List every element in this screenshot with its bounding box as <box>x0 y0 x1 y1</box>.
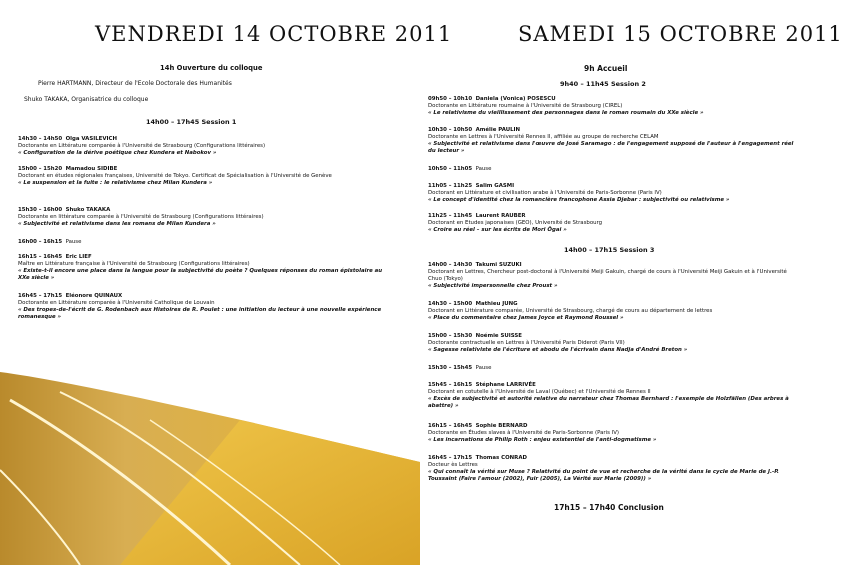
program-item <box>18 239 390 246</box>
program-item <box>428 127 794 155</box>
item-affiliation: Doctorant en cotutelle à l'Université de Laval (Québec) et l'Université de Rennes II <box>428 389 651 395</box>
item-name: Takumi SUZUKI <box>475 262 522 268</box>
program-item <box>18 293 390 321</box>
item-time: 10h50 – 11h05 <box>428 166 473 172</box>
item-talk: « Subjectivité et relativisme dans l'œuvre de José Saramago : de l'engagement supposé de l'auteur à l'engagement réel du lecteur » <box>428 141 794 154</box>
item-talk: « Le suspension et la fuite : le relativisme chez Milan Kundera » <box>18 180 213 186</box>
item-affiliation: Doctorante en Littérature comparée à l'Université Catholique de Louvain <box>18 300 215 306</box>
session-3-heading: 14h00 – 17h15 Session 3 <box>564 246 655 254</box>
item-time: 16h45 – 17h15 <box>18 293 63 299</box>
item-time: 16h15 – 16h45 <box>428 423 473 429</box>
item-time: 14h30 – 15h00 <box>428 301 473 307</box>
program-item <box>428 213 794 234</box>
item-talk: « Des tropes-de-l'écrit de G. Rodenbach aux Histoires de R. Poulet : une initiation du lecteur à une nouvelle expérience romanesque » <box>18 307 382 320</box>
item-affiliation: Doctorante en Études slaves à l'Université de Paris-Sorbonne (Paris IV) <box>428 430 619 436</box>
item-time: 15h00 – 15h30 <box>428 333 473 339</box>
item-name: Olga VASILEVICH <box>65 136 118 142</box>
item-talk: « Subjectivité impersonnelle chez Proust » <box>428 283 558 289</box>
item-name: Thomas CONRAD <box>475 455 527 461</box>
item-time: 11h05 – 11h25 <box>428 183 473 189</box>
opening-speaker-2: Shuko TAKAKA, Organisatrice du colloque <box>24 96 149 103</box>
item-time: 14h30 – 14h50 <box>18 136 63 142</box>
item-name: Amélie PAULIN <box>475 127 521 133</box>
item-time: 15h00 – 15h20 <box>18 166 63 172</box>
item-name: Noémie SUISSE <box>475 333 522 339</box>
item-name: Pause <box>475 365 492 371</box>
item-affiliation: Docteur ès Lettres <box>428 462 478 468</box>
item-name: Mathieu JUNG <box>475 301 518 307</box>
session-2-heading: 9h40 – 11h45 Session 2 <box>560 80 646 88</box>
program-item <box>18 207 390 228</box>
item-affiliation: Doctorant en études régionales françaises, Université de Tokyo. Certificat de Spécialisation à l'Université de Genève <box>18 173 332 179</box>
item-affiliation: Doctorante en Lettres à l'Université Rennes II, affiliée au groupe de recherche CELAM <box>428 134 659 140</box>
item-time: 15h30 – 15h45 <box>428 365 473 371</box>
item-name: Daniela (Vonica) POSESCU <box>475 96 556 102</box>
item-talk: « Excès de subjectivité et autorité relative du narrateur chez Thomas Bernhard : l'exemple de Holzfällen (Des arbres à abattre) » <box>428 396 789 409</box>
item-talk: « Configuration de la dérive poétique chez Kundera et Nabokov » <box>18 150 217 156</box>
item-affiliation: Doctorante en Littérature comparée à l'Université de Strasbourg (Configurations littéraires) <box>18 143 266 149</box>
opening-heading: 14h Ouverture du colloque <box>160 64 263 72</box>
item-affiliation: Doctorant en Littérature et civilisation arabe à l'Université de Paris-Sorbonne (Paris IV) <box>428 190 662 196</box>
program-item <box>18 136 390 157</box>
item-time: 16h45 – 17h15 <box>428 455 473 461</box>
item-talk: « Le relativisme du vieillissement des personnages dans le roman roumain du XXe siècle » <box>428 110 704 116</box>
item-affiliation: Doctorant en Littérature comparée, Université de Strasbourg, chargé de cours au département de lettres <box>428 308 713 314</box>
item-time: 14h00 – 14h30 <box>428 262 473 268</box>
item-talk: « Croire au réel – sur les écrits de Mori Ōgai » <box>428 227 567 233</box>
item-affiliation: Doctorant en Lettres, Chercheur post-doctoral à l'Université Meiji Gakuin, chargé de cours à l'Université Meiji Gakuin et à l'Université Chuo (Tokyo) <box>428 269 787 282</box>
item-time: 16h15 – 16h45 <box>18 254 63 260</box>
item-name: Eléonore QUINAUX <box>65 293 123 299</box>
item-affiliation: Maître en Littérature française à l'Université de Strasbourg (Configurations littéraires) <box>18 261 250 267</box>
welcome-heading: 9h Accueil <box>584 64 628 73</box>
program-item <box>428 455 794 483</box>
item-talk: « Les incarnations de Philip Roth : enjeu existentiel de l'anti-dogmatisme » <box>428 437 657 443</box>
program-item <box>428 262 794 290</box>
item-talk: « Qui connaît la vérité sur Muse ? Relativité du point de vue et recherche de la vérité dans le cycle de Marie de J.-P. Toussaint (Faire l'amour (2002), Fuir (2005), La Vérité sur Marie (2009)) » <box>428 469 779 482</box>
program-item <box>428 166 794 173</box>
program-item <box>428 301 794 322</box>
friday-title: VENDREDI 14 OCTOBRE 2011 <box>95 22 453 46</box>
item-time: 15h45 – 16h15 <box>428 382 473 388</box>
item-talk: « Existe-t-il encore une place dans la langue pour la subjectivité du poète ? Quelques réponses du roman épistolaire au XXe siècle » <box>18 268 383 281</box>
item-talk: « Sagesse relativiste de l'écriture et abodu de l'écrivain dans Nadja d'André Breton » <box>428 347 688 353</box>
item-talk: « Place du commentaire chez James Joyce et Raymond Roussel » <box>428 315 624 321</box>
program-item <box>428 183 794 204</box>
item-time: 11h25 – 11h45 <box>428 213 473 219</box>
item-name: Pause <box>65 239 82 245</box>
program-item <box>428 365 794 372</box>
item-talk: « Le concept d'identité chez la romancière francophone Assia Djebar : subjectivité ou relativisme » <box>428 197 730 203</box>
item-affiliation: Doctorant en Etudes japonaises (GEO), Université de Strasbourg <box>428 220 603 226</box>
item-name: Shuko TAKAKA <box>65 207 111 213</box>
item-name: Eric LIEF <box>65 254 92 260</box>
item-name: Salim GASMI <box>475 183 515 189</box>
item-time: 09h50 – 10h10 <box>428 96 473 102</box>
saturday-title: SAMEDI 15 OCTOBRE 2011 <box>518 22 843 46</box>
program-item <box>428 423 794 444</box>
program-item <box>18 166 390 187</box>
program-item <box>428 382 794 410</box>
item-name: Stéphane LARRIVÉE <box>475 382 536 388</box>
item-time: 10h30 – 10h50 <box>428 127 473 133</box>
program-item <box>428 333 794 354</box>
item-time: 16h00 – 16h15 <box>18 239 63 245</box>
item-name: Mamadou SIDIBE <box>65 166 118 172</box>
item-name: Sophie BERNARD <box>475 423 528 429</box>
session-1-heading: 14h00 – 17h45 Session 1 <box>146 118 237 126</box>
item-affiliation: Doctorante en littérature comparée à l'Université de Strasbourg (Configurations littéraires) <box>18 214 264 220</box>
item-talk: « Subjectivité et relativisme dans les romans de Milan Kundera » <box>18 221 216 227</box>
item-affiliation: Doctorante contractuelle en Lettres à l'Université Paris Diderot (Paris VII) <box>428 340 625 346</box>
program-item <box>428 96 794 117</box>
opening-speaker-1: Pierre HARTMANN, Directeur de l'Ecole Doctorale des Humanités <box>38 80 232 87</box>
item-name: Pause <box>475 166 492 172</box>
item-time: 15h30 – 16h00 <box>18 207 63 213</box>
item-affiliation: Doctorante en Littérature roumaine à l'Université de Strasbourg (CIREL) <box>428 103 623 109</box>
conclusion-heading: 17h15 – 17h40 Conclusion <box>554 503 664 512</box>
program-item <box>18 254 390 282</box>
item-name: Laurent RAUBER <box>475 213 526 219</box>
